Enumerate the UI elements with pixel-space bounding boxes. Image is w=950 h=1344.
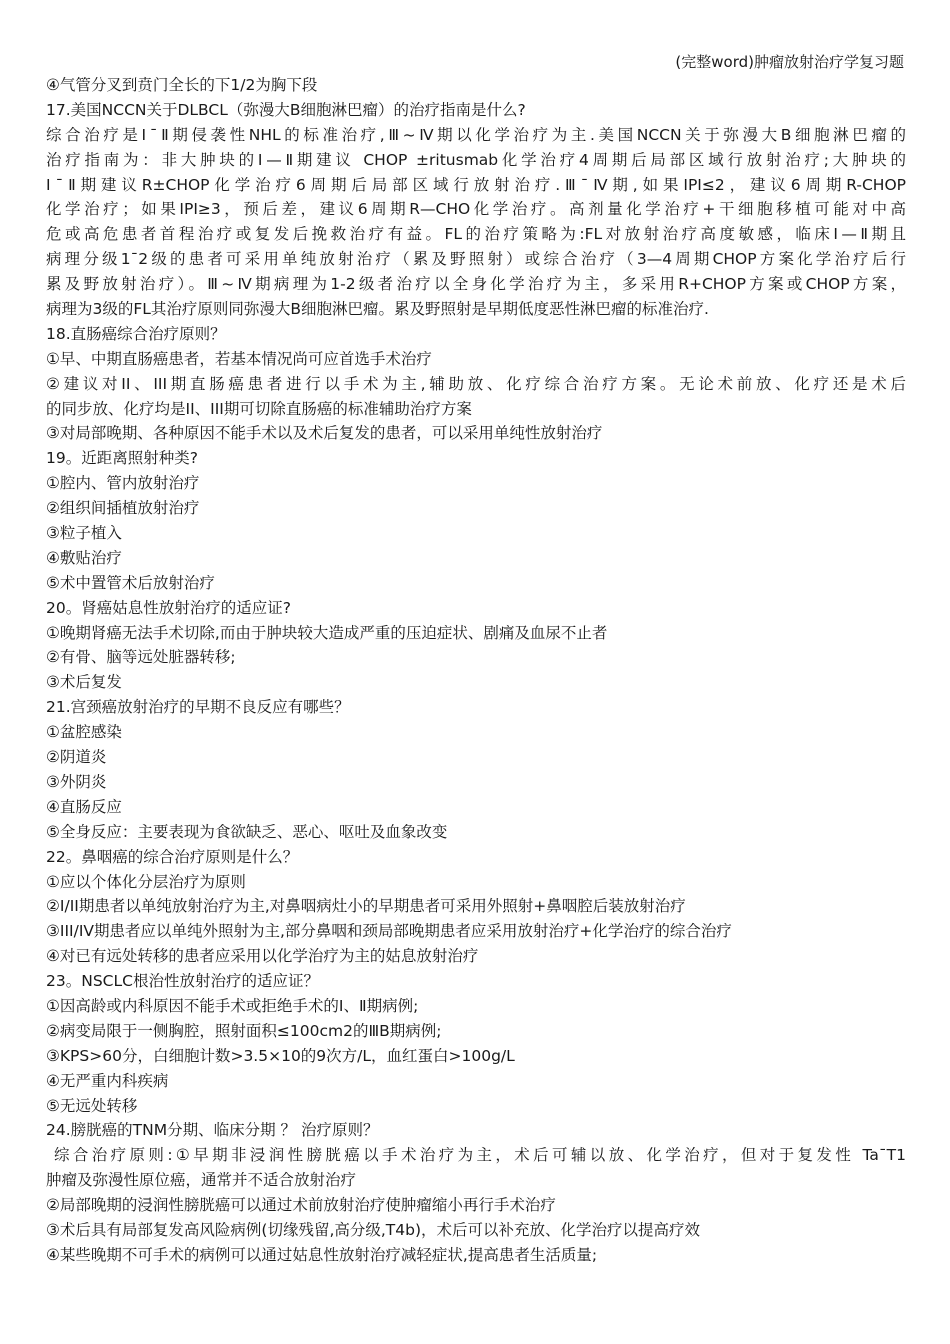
text-line: 病理为3级的FL其治疗原则同弥漫大B细胞淋巴瘤。累及野照射是早期低度恶性淋巴瘤的标准治疗. [46,300,709,319]
text-line: ②阴道炎 [46,748,107,767]
text-line: 病理分级1¯2级的患者可采用单纯放射治疗（累及野照射）或综合治疗（3—4周期CHOP方案化学治疗后行 [46,250,906,269]
text-line: ④敷贴治疗 [46,548,122,567]
text-line: ③对局部晚期、各种原因不能手术以及术后复发的患者，可以采用单纯性放射治疗 [46,424,603,443]
text-line: ⑤无远处转移 [46,1096,138,1115]
text-line: ③KPS>60分，白细胞计数>3.5×10的9次方/L，血红蛋白>100g/L [46,1046,515,1065]
text-line: ②有骨、脑等远处脏器转移; [46,648,236,667]
page-header: (完整word)肿瘤放射治疗学复习题 [675,53,904,71]
text-line: ④气管分叉到贲门全长的下1/2为胸下段 [46,76,318,94]
text-line: 累及野放射治疗）。Ⅲ~Ⅳ期病理为1-2级者治疗以全身化学治疗为主，多采用R+CHOP方案或CHOP方案， [46,275,906,294]
text-line: 危或高危患者首程治疗或复发后挽救治疗有益。FL的治疗策略为:FL对放射治疗高度敏感，临床Ⅰ—Ⅱ期且 [46,225,906,244]
text-line: ③术后复发 [46,673,122,692]
text-line: ①晚期肾癌无法手术切除,而由于肿块较大造成严重的压迫症状、剧痛及血尿不止者 [46,623,608,642]
question-heading: 17.美国NCCN关于DLBCL（弥漫大B细胞淋巴瘤）的治疗指南是什么? [46,100,526,119]
text-line: ⑤全身反应：主要表现为食欲缺乏、恶心、呕吐及血象改变 [46,822,448,841]
text-line: ①腔内、管内放射治疗 [46,474,200,493]
text-line: ②I/II期患者以单纯放射治疗为主,对鼻咽病灶小的早期患者可采用外照射+鼻咽腔后装放射治疗 [46,897,686,916]
text-line: ④无严重内科疾病 [46,1071,169,1090]
text-line: ⑤术中置管术后放射治疗 [46,573,215,592]
question-heading: 18.直肠癌综合治疗原则？ [46,324,226,343]
question-heading: 23。NSCLC根治性放射治疗的适应证？ [46,972,319,991]
text-line: ①应以个体化分层治疗为原则 [46,872,246,891]
text-line: ④对已有远处转移的患者应采用以化学治疗为主的姑息放射治疗 [46,947,479,966]
text-line: 化学治疗；如果IPI≥3，预后差，建议6周期R—CHO化学治疗。高剂量化学治疗+干细胞移植可能对中高 [46,200,906,219]
document-body [46,73,906,1268]
text-line: 肿瘤及弥漫性原位癌，通常并不适合放射治疗 [46,1171,357,1190]
question-heading: 22。鼻咽癌的综合治疗原则是什么？ [46,847,299,866]
text-line: ②病变局限于一侧胸腔，照射面积≤100cm2的ⅢB期病例; [46,1021,442,1040]
text-line: 综合治疗是Ⅰ¯Ⅱ期侵袭性NHL的标准治疗,Ⅲ~Ⅳ期以化学治疗为主.美国NCCN关于弥漫大B细胞淋巴瘤的 [46,125,906,144]
text-line: Ⅰ¯Ⅱ期建议R±CHOP化学治疗6周期后局部区域行放射治疗.Ⅲ¯Ⅳ期,如果IPI≤2，建议6周期R-CHOP [46,175,906,194]
text-line: 综合治疗原则:①早期非浸润性膀胱癌以手术治疗为主，术后可辅以放、化学治疗，但对于复发性 Ta¯T1 [54,1146,906,1165]
question-heading: 20。肾癌姑息性放射治疗的适应证? [46,598,291,617]
text-line: ①早、中期直肠癌患者，若基本情况尚可应首选手术治疗 [46,349,432,368]
text-line: ①盆腔感染 [46,723,122,742]
question-heading: 21.宫颈癌放射治疗的早期不良反应有哪些？ [46,698,350,717]
text-line: ①因高龄或内科原因不能手术或拒绝手术的Ⅰ、Ⅱ期病例; [46,996,419,1015]
text-line: ④某些晚期不可手术的病例可以通过姑息性放射治疗减轻症状,提高患者生活质量; [46,1245,598,1264]
text-line: ②局部晚期的浸润性膀胱癌可以通过术前放射治疗使肿瘤缩小再行手术治疗 [46,1196,556,1215]
text-line: ③术后具有局部复发高风险病例(切缘残留,高分级,T4b)，术后可以补充放、化学治疗以提高疗效 [46,1220,701,1239]
question-heading: 24.膀胱癌的TNM分期、临床分期 ？ 治疗原则？ [46,1121,379,1140]
text-line: 治疗指南为：非大肿块的Ⅰ—Ⅱ期建议 CHOP ±ritusmab化学治疗4周期后局部区域行放射治疗;大肿块的 [46,150,906,169]
text-line: ②建议对II、III期直肠癌患者进行以手术为主,辅助放、化疗综合治疗方案。无论术前放、化疗还是术后 [46,374,906,393]
text-line: ②组织间插植放射治疗 [46,499,200,518]
question-heading: 19。近距离照射种类? [46,449,198,468]
text-line: ④直肠反应 [46,797,122,816]
text-line: 的同步放、化疗均是II、III期可切除直肠癌的标准辅助治疗方案 [46,399,472,418]
text-line: ③粒子植入 [46,524,122,543]
text-line: ③外阴炎 [46,772,107,791]
text-line: ③III/IV期患者应以单纯外照射为主,部分鼻咽和颈局部晚期患者应采用放射治疗+化学治疗的综合治疗 [46,922,732,941]
